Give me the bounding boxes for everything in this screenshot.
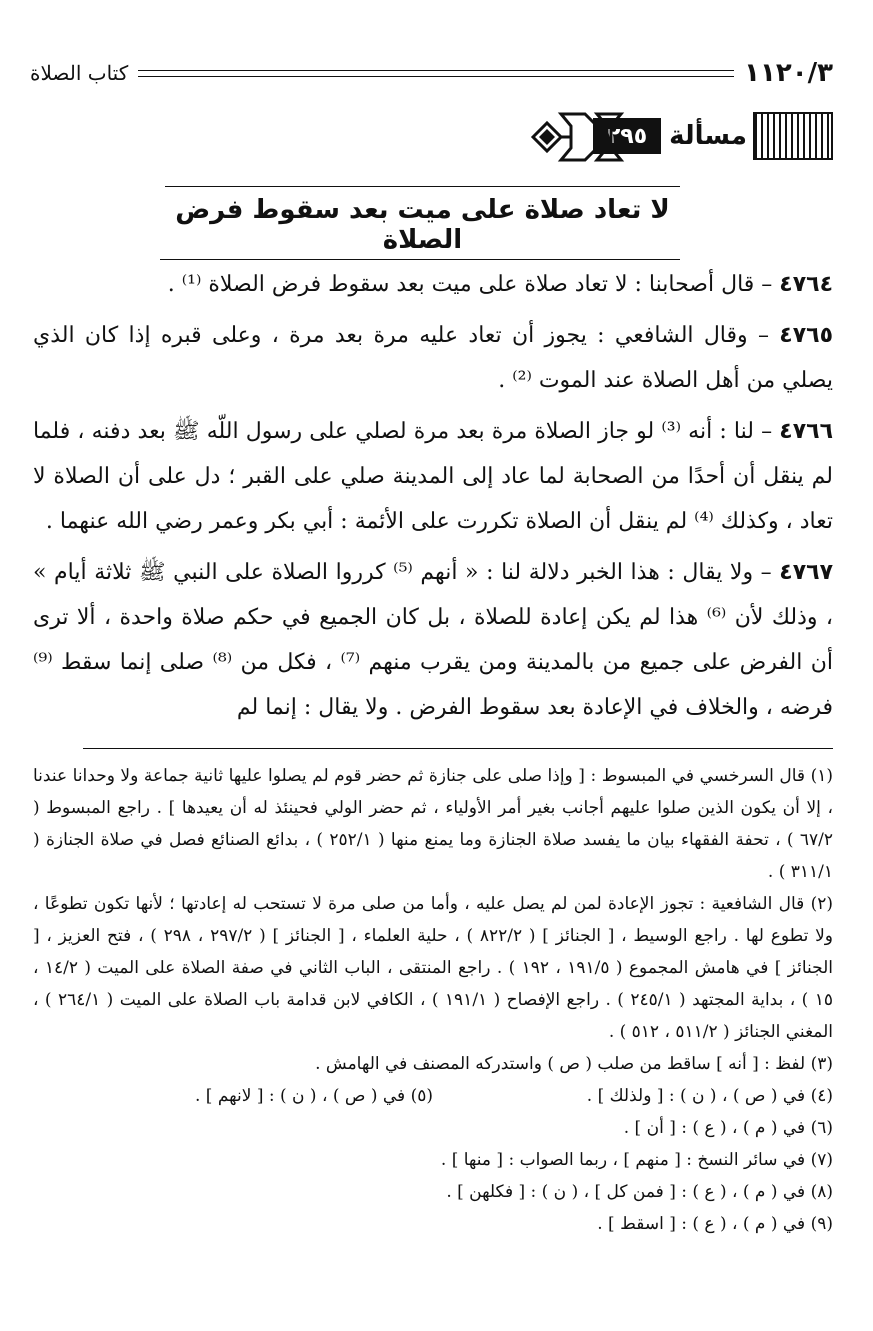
footnote-2: (٢) قال الشافعية : تجوز الإعادة لمن لم يصل عليه ، وأما من صلى مرة لا تستحب له إعادتها ؛ لأنها تكون تطوعًا ، ولا تطوع لها . راجع الوسيط ، [ الجنائز ] ( ٨٢٢/٢ ) ، حلية العلماء ، [ الجنائز ] ( ٢٩٧/٢ ، ٢٩٨ ) ، فتح العزيز ، [ الجنائز ] في هامش المجموع ( ١٩١/٥ ، ١٩٢ ) . راجع المنتقى ، الباب الثاني في صفة الصلاة على الميت ( ١٤/٢ ، ١٥ ) ، بداية المجتهد ( ٢٤٥/١ ) . راجع الإفصاح ( ١٩١/١ ) ، الكافي لابن قدامة باب الصلاة على الميت ( ٢٦٤/١ ) ، المغني الجنائز ( ٥١١/٢ ، ٥١٢ ) . xyxy=(33,894,834,1042)
paragraph xyxy=(33,313,833,403)
geometric-ornament-icon xyxy=(525,108,625,166)
paragraph-text: – لنا : أنه ⁽³⁾ لو جاز الصلاة مرة بعد مرة لصلي على رسول اللّه ﷺ بعد دفنه ، فلما لم ينقل أن أحدًا من الصحابة لما عاد إلى المدينة صلي على القبر ؛ دل على أن الصلاة لا تعاد ، وكذلك ⁽⁴⁾ لم ينقل أن الصلاة تكررت على الأئمة : أبي بكر وعمر رضي الله عنهما . xyxy=(33,419,833,534)
footnote-9: (٩) في ( م ) ، ( ع ) : [ اسقط ] . xyxy=(597,1214,833,1234)
book-title: كتاب الصلاة xyxy=(30,61,129,85)
paragraph xyxy=(33,262,833,307)
footnote-5: (٥) في ( ص ) ، ( ن ) : [ لانهم ] . xyxy=(195,1086,433,1106)
masala-banner xyxy=(525,108,833,166)
footnote-1: (١) قال السرخسي في المبسوط : [ وإذا صلى على جنازة ثم حضر قوم لم يصلوا عليها ثانية جماعة ولا وحدانا عندنا ، إلا أن يكون الذين صلوا عليهم أجانب بغير أمر الأولياء ، ثم حضر الولي فحينئذ له أن يعيدها ] . راجع المبسوط ( ٦٧/٢ ) ، تحفة الفقهاء بيان ما يفسد صلاة الجنازة وما يمنع منها ( ٢٥٢/١ ) ، بدائع الصنائع فصل في صلاة الجنازة ( ٣١١/١ ) . xyxy=(33,766,834,882)
footnote-7: (٧) في سائر النسخ : [ منهم ] ، ربما الصواب : [ منها ] . xyxy=(440,1150,833,1170)
footnote-8: (٨) في ( م ) ، ( ع ) : [ فمن كل ] ، ( ن ) : [ فكلهن ] . xyxy=(446,1182,833,1202)
paragraph-number: ٤٧٦٦ xyxy=(779,419,833,444)
paragraph-text: – قال أصحابنا : لا تعاد صلاة على ميت بعد سقوط فرض الصلاة ⁽¹⁾ . xyxy=(167,272,780,297)
masala-number: ٢٩٥ xyxy=(593,118,661,154)
footnotes xyxy=(33,760,833,1240)
footnote-4: (٤) في ( ص ) ، ( ن ) : [ ولذلك ] . xyxy=(586,1086,833,1106)
paragraph-text: – ولا يقال : هذا الخبر دلالة لنا : « أنهم ⁽⁵⁾ كرروا الصلاة على النبي ﷺ ثلاثة أيام » ، وذلك لأن ⁽⁶⁾ هذا لم يكن إعادة للصلاة ، بل كان الجميع في حكم صلاة واحدة ، ألا ترى أن الفرض على جميع من بالمدينة ومن يقرب منهم ⁽⁷⁾ ، فكل من ⁽⁸⁾ صلى إنما سقط ⁽⁹⁾ فرضه ، والخلاف في الإعادة بعد سقوط الفرض . ولا يقال : إنما لم xyxy=(33,560,834,720)
issue-title-block xyxy=(165,186,680,260)
issue-title: لا تعاد صلاة على ميت بعد سقوط فرض الصلاة xyxy=(175,195,670,255)
paragraph-number: ٤٧٦٧ xyxy=(779,560,833,585)
paragraph xyxy=(33,409,833,544)
page-number: ١١٢٠/٣ xyxy=(744,58,833,88)
main-text xyxy=(33,262,833,736)
footnote-6: (٦) في ( م ) ، ( ع ) : [ أن ] . xyxy=(623,1118,833,1138)
footnote-separator xyxy=(83,748,833,749)
header-rule xyxy=(138,70,734,77)
running-header xyxy=(30,55,833,91)
title-bottom-rule xyxy=(160,259,680,260)
masala-label: مسألة xyxy=(669,121,747,151)
footnote-row xyxy=(33,1080,833,1112)
paragraph-text: – وقال الشافعي : يجوز أن تعاد عليه مرة بعد مرة ، وعلى قبره إذا كان الذي يصلي من أهل الصلاة عند الموت ⁽²⁾ . xyxy=(33,323,833,393)
paragraph-number: ٤٧٦٥ xyxy=(779,323,833,348)
paragraph xyxy=(33,550,833,730)
footnote-3: (٣) لفظ : [ أنه ] ساقط من صلب ( ص ) واستدركه المصنف في الهامش . xyxy=(315,1054,833,1074)
paragraph-number: ٤٧٦٤ xyxy=(779,272,833,297)
hatch-ornament xyxy=(753,112,833,160)
